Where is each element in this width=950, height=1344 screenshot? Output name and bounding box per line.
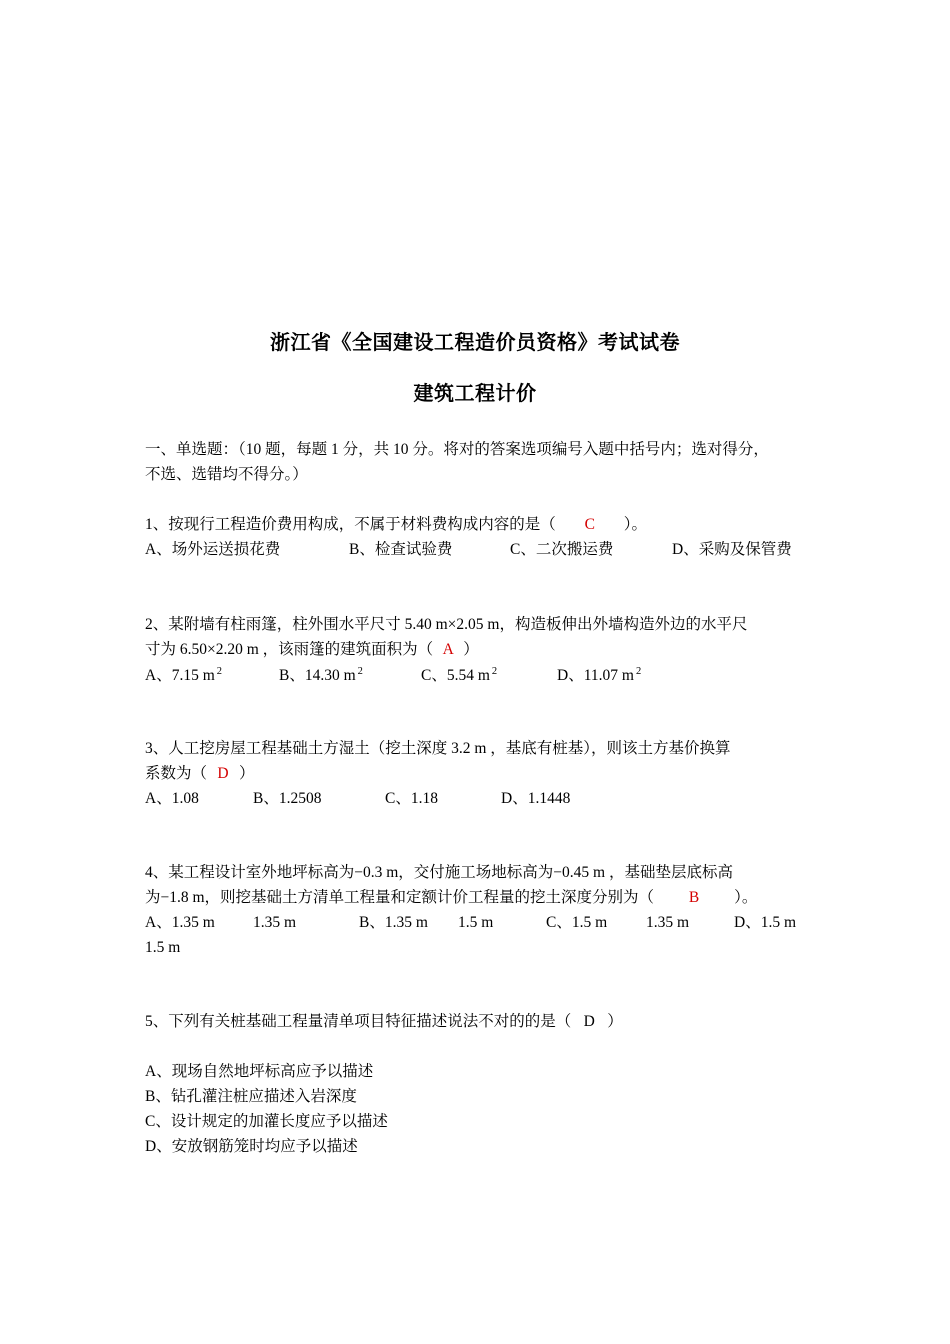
q5-stem-text: 5、下列有关桩基础工程量清单项目特征描述说法不对的的是（: [145, 1013, 572, 1030]
q4-answer: B: [688, 889, 700, 906]
q2-option-d-exponent: 2: [635, 666, 642, 677]
q1-stem: [145, 515, 647, 535]
q2-options: [145, 666, 825, 686]
q4-options: [145, 913, 825, 933]
q2-stem-line2: [145, 640, 479, 660]
q1-option-b: B、检查试验费: [349, 541, 453, 558]
q4-stem-end: ）。: [734, 889, 758, 906]
q4-option-a-value2: 1.35 m: [253, 914, 297, 931]
q4-option-c: C、1.5 m: [546, 914, 608, 931]
section-instruction-line1: 一、单选题：（10 题，每题 1 分，共 10 分。将对的答案选项编号入题中括号内；选对得分，: [145, 441, 769, 458]
q2-option-a-exponent: 2: [216, 666, 223, 677]
q5-stem-end: ）: [607, 1013, 623, 1030]
q4-option-d: D、1.5 m: [734, 914, 797, 931]
q2-option-c-exponent: 2: [491, 666, 498, 677]
q2-stem-line1: 2、某附墙有柱雨篷，柱外围水平尺寸 5.40 m×2.05 m，构造板伸出外墙构造外边的水平尺: [145, 616, 748, 633]
q1-stem-text: 1、按现行工程造价费用构成，不属于材料费构成内容的是（: [145, 516, 556, 533]
q5-answer: D: [583, 1013, 595, 1030]
q2-option-a: [145, 666, 222, 688]
q2-option-c: [421, 666, 497, 688]
q4-stem-text: 为−1.8 m，则挖基础土方清单工程量和定额计价工程量的挖土深度分别为（: [145, 889, 655, 906]
q2-option-d: [557, 666, 641, 688]
q1-option-a: A、场外运送损花费: [145, 541, 281, 558]
q2-option-b-text: B、14.30 m: [279, 667, 356, 684]
q5-option-c: C、设计规定的加灌长度应予以描述: [145, 1113, 388, 1130]
q3-options: [145, 789, 825, 809]
q3-option-a: A、1.08: [145, 790, 199, 807]
q4-option-b: B、1.35 m: [359, 914, 428, 931]
document-subtitle: 建筑工程计价: [413, 383, 537, 405]
q4-option-a: A、1.35 m: [145, 914, 215, 931]
q2-option-d-text: D、11.07 m: [557, 667, 634, 684]
q2-option-c-text: C、5.54 m: [421, 667, 490, 684]
q1-options: [145, 540, 825, 560]
q3-stem-end: ）: [239, 765, 255, 782]
q1-option-d: D、采购及保管费: [672, 541, 792, 558]
q4-option-b-value2: 1.5 m: [458, 914, 494, 931]
q3-stem-line1: 3、人工挖房屋工程基础土方湿土（挖土深度 3.2 m ，基底有桩基），则该土方基价换算: [145, 740, 731, 757]
q2-option-a-text: A、7.15 m: [145, 667, 215, 684]
q3-stem-line2: [145, 764, 255, 784]
q5-option-b: B、钻孔灌注桩应描述入岩深度: [145, 1088, 357, 1105]
q4-option-c-value2: 1.35 m: [646, 914, 690, 931]
q2-stem-end: ）: [463, 641, 479, 658]
q4-stem-line2: [145, 888, 757, 908]
q3-option-b: B、1.2508: [253, 790, 322, 807]
q5-option-a: A、现场自然地坪标高应予以描述: [145, 1063, 374, 1080]
document-title: 浙江省《全国建设工程造价员资格》考试试卷: [270, 332, 680, 354]
q3-answer: D: [217, 765, 229, 782]
q2-option-b: [279, 666, 363, 688]
q2-answer: A: [442, 641, 454, 658]
q1-stem-end: ）。: [623, 516, 648, 533]
q4-stem-line1: 4、某工程设计室外地坪标高为−0.3 m，交付施工场地标高为−0.45 m ，基础垫层底标高: [145, 864, 733, 881]
q3-stem-text: 系数为（: [145, 765, 208, 782]
q3-option-c: C、1.18: [385, 790, 438, 807]
q1-answer: C: [584, 516, 595, 533]
q1-option-c: C、二次搬运费: [510, 541, 614, 558]
q5-stem: [145, 1012, 623, 1032]
q2-option-b-exponent: 2: [357, 666, 363, 677]
q3-option-d: D、1.1448: [501, 790, 571, 807]
q5-option-d: D、安放钢筋笼时均应予以描述: [145, 1138, 358, 1155]
q4-option-d-value2: 1.5 m: [145, 939, 181, 956]
q2-stem-text: 寸为 6.50×2.20 m ，该雨篷的建筑面积为（: [145, 641, 434, 658]
section-instruction-line2: 不选、选错均不得分。）: [145, 466, 308, 483]
